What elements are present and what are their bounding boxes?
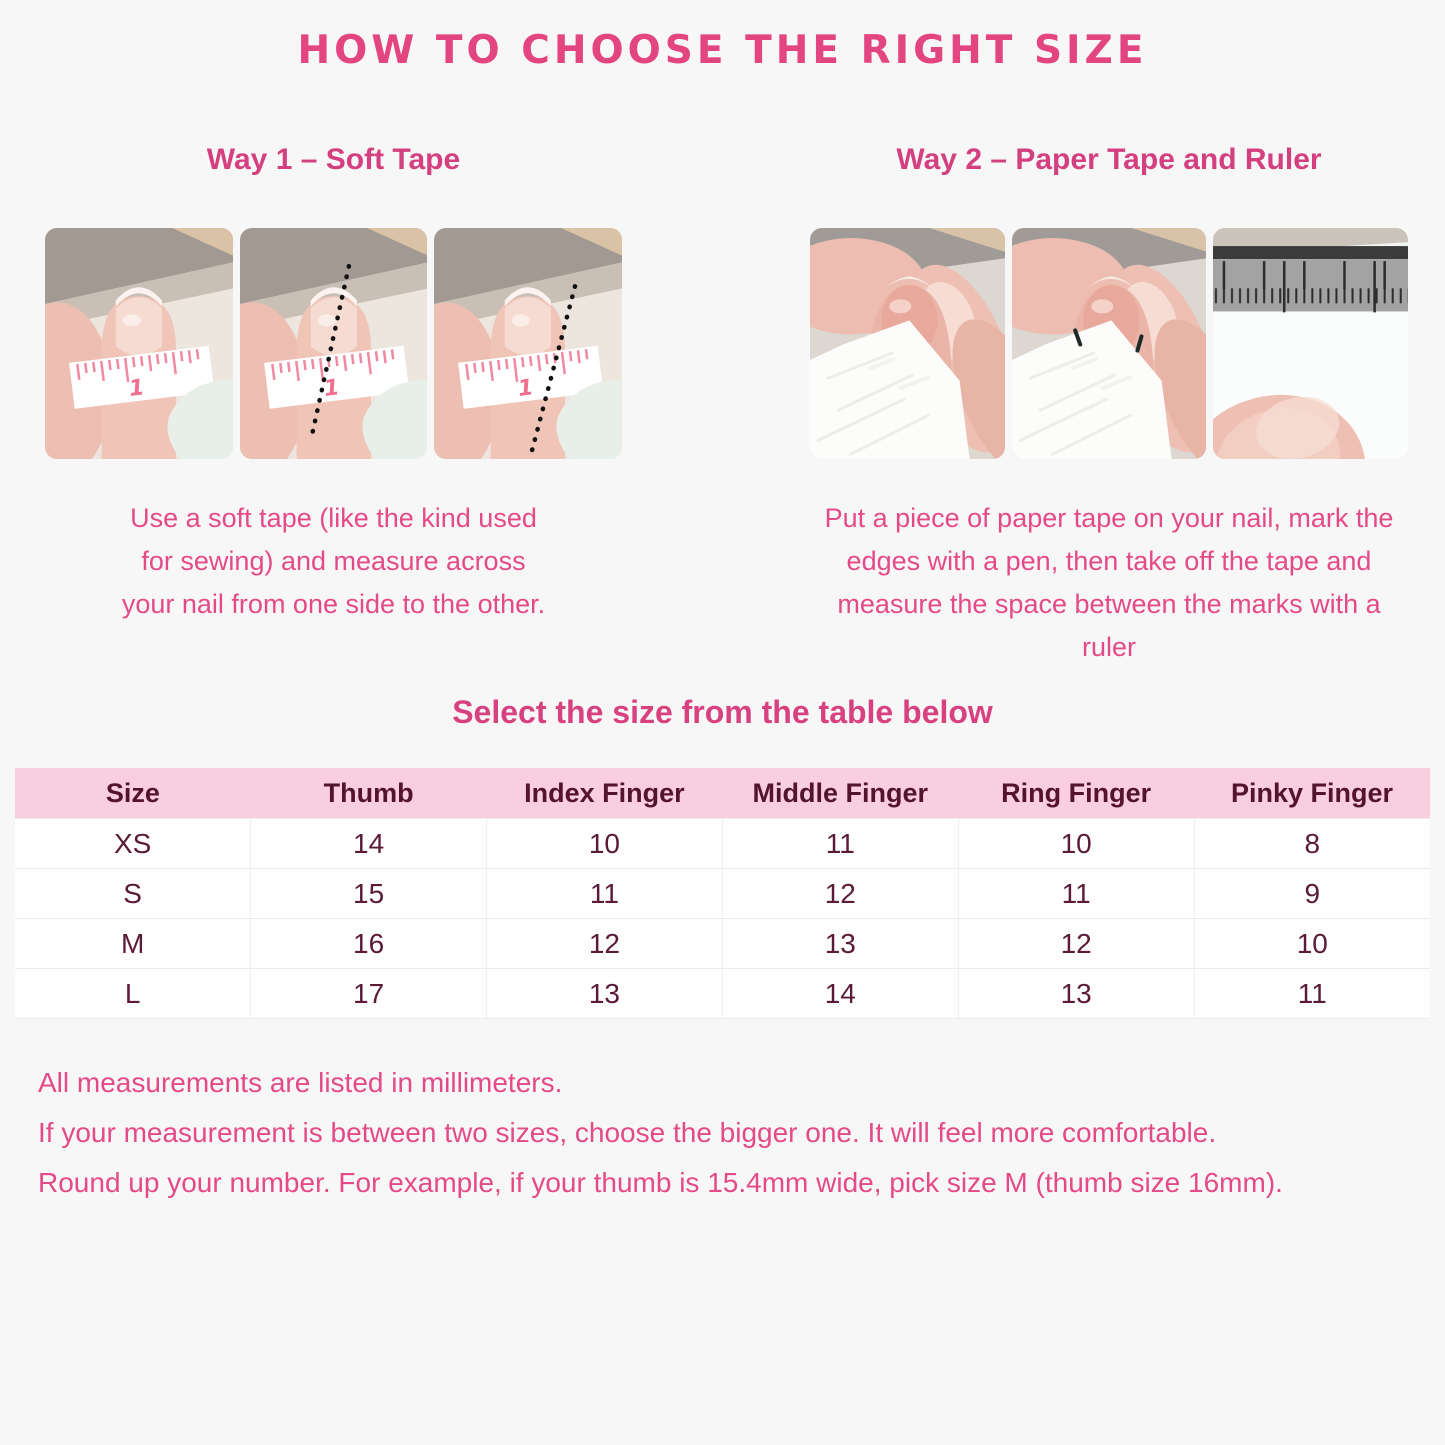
cell-value: 14 bbox=[722, 969, 958, 1019]
page-title: HOW TO CHOOSE THE RIGHT SIZE bbox=[297, 28, 1148, 73]
method-2-description bbox=[810, 497, 1408, 669]
cell-value: 13 bbox=[486, 969, 722, 1019]
table-row-s bbox=[15, 869, 1430, 919]
table-row-xs bbox=[15, 819, 1430, 869]
size-label: L bbox=[15, 969, 251, 1019]
column-header-middle-finger: Middle Finger bbox=[722, 768, 958, 819]
method-2-desc-line-1: Put a piece of paper tape on your nail, mark the bbox=[824, 503, 1394, 533]
size-table-heading: Select the size from the table below bbox=[452, 694, 993, 730]
cell-value: 12 bbox=[486, 919, 722, 969]
photo-paper-tape-step-2 bbox=[1012, 228, 1207, 459]
photo-soft-tape-step-1 bbox=[45, 228, 233, 459]
method-2-desc-line-3: measure the space between the marks with a ruler bbox=[837, 589, 1381, 662]
method-2-desc-line-2: edges with a pen, then take off the tape and bbox=[846, 546, 1372, 576]
column-header-pinky-finger: Pinky Finger bbox=[1194, 768, 1430, 819]
table-row-m bbox=[15, 919, 1430, 969]
cell-value: 11 bbox=[958, 869, 1194, 919]
method-paper-tape-section bbox=[810, 140, 1408, 669]
paper-tape-photo-row bbox=[810, 228, 1408, 459]
cell-value: 13 bbox=[722, 919, 958, 969]
size-label: M bbox=[15, 919, 251, 969]
method-1-desc-line-1: Use a soft tape (like the kind used bbox=[130, 503, 537, 533]
cell-value: 10 bbox=[1194, 919, 1430, 969]
size-table-header-row bbox=[15, 768, 1430, 819]
cell-value: 12 bbox=[722, 869, 958, 919]
cell-value: 14 bbox=[251, 819, 487, 869]
method-1-heading: Way 1 – Soft Tape bbox=[206, 143, 461, 176]
cell-value: 13 bbox=[958, 969, 1194, 1019]
measurement-notes bbox=[38, 1058, 1418, 1208]
method-1-description bbox=[45, 497, 622, 626]
soft-tape-photo-row bbox=[45, 228, 622, 459]
size-table bbox=[15, 768, 1430, 1019]
cell-value: 11 bbox=[1194, 969, 1430, 1019]
size-label: S bbox=[15, 869, 251, 919]
cell-value: 15 bbox=[251, 869, 487, 919]
method-soft-tape-section bbox=[45, 140, 622, 626]
note-line-1: All measurements are listed in millimeters. bbox=[38, 1067, 563, 1098]
photo-soft-tape-step-2 bbox=[240, 228, 428, 459]
size-label: XS bbox=[15, 819, 251, 869]
column-header-index-finger: Index Finger bbox=[486, 768, 722, 819]
method-1-desc-line-2: for sewing) and measure across bbox=[141, 546, 526, 576]
cell-value: 10 bbox=[486, 819, 722, 869]
photo-paper-tape-step-1 bbox=[810, 228, 1005, 459]
note-line-3: Round up your number. For example, if your thumb is 15.4mm wide, pick size M (thumb size 16mm). bbox=[38, 1167, 1283, 1198]
cell-value: 11 bbox=[722, 819, 958, 869]
cell-value: 9 bbox=[1194, 869, 1430, 919]
table-row-l bbox=[15, 969, 1430, 1019]
note-line-2: If your measurement is between two sizes, choose the bigger one. It will feel more comfortable. bbox=[38, 1117, 1217, 1148]
photo-ruler-measure bbox=[1213, 228, 1408, 459]
cell-value: 8 bbox=[1194, 819, 1430, 869]
photo-soft-tape-step-3 bbox=[434, 228, 622, 459]
cell-value: 17 bbox=[251, 969, 487, 1019]
cell-value: 12 bbox=[958, 919, 1194, 969]
column-header-thumb: Thumb bbox=[251, 768, 487, 819]
cell-value: 10 bbox=[958, 819, 1194, 869]
column-header-ring-finger: Ring Finger bbox=[958, 768, 1194, 819]
cell-value: 11 bbox=[486, 869, 722, 919]
cell-value: 16 bbox=[251, 919, 487, 969]
method-2-heading: Way 2 – Paper Tape and Ruler bbox=[896, 143, 1322, 176]
column-header-size: Size bbox=[15, 768, 251, 819]
method-1-desc-line-3: your nail from one side to the other. bbox=[121, 589, 546, 619]
